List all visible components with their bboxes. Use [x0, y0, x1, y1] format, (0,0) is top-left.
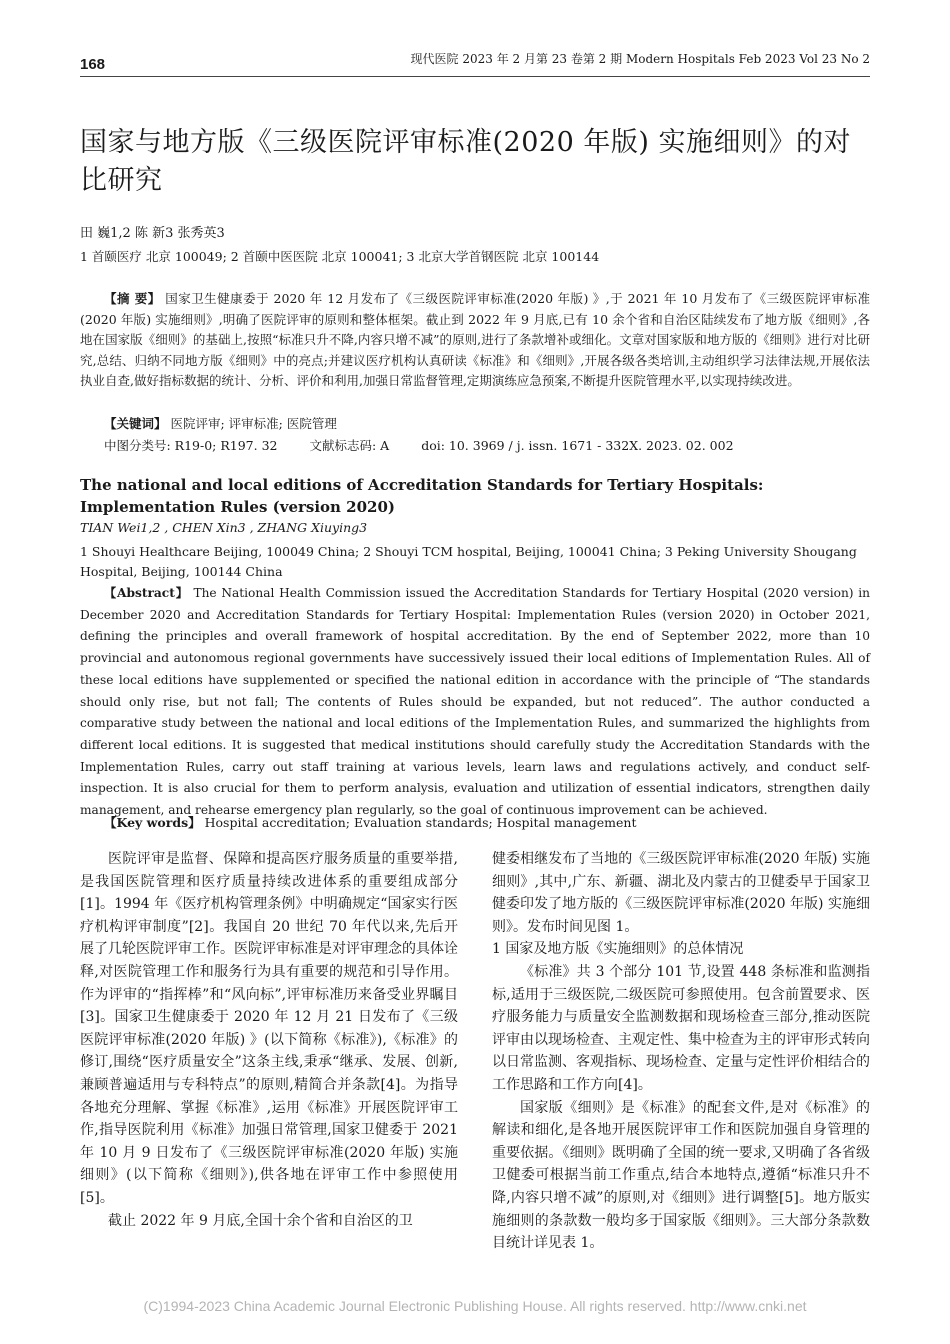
- abstract-chinese: [80, 289, 870, 392]
- doi[interactable]: doi: 10. 3969 / j. issn. 1671 - 332X. 2023. 02. 002: [421, 438, 734, 453]
- body-paragraph: 医院评审是监督、保障和提高医疗服务质量的重要举措,是我国医院管理和医疗质量持续改进体系的重要组成部分[1]。1994 年《医疗机构管理条例》中明确规定“国家实行医疗机构评审制度”[2]。我国自 20 世纪 70 年代以来,先后开展了几轮医院评审工作。医院评审标准是对评审理念的具体诠释,对医院管理工作和服务行为具有重要的规范和引导作用。作为评审的“指挥棒”和“风向标”,评审标准历来备受业界瞩目[3]。国家卫生健康委于 2020 年 12 月 21 日发布了《三级医院评审标准(2020 年版) 》(以下简称《标准》),《标准》的修订,围绕“医疗质量安全”这条主线,秉承“继承、发展、创新,兼顾普遍适用与专科特点”的原则,精简合并条款[4]。为指导各地充分理解、掌握《标准》,运用《标准》开展医院评审工作,指导医院利用《标准》加强日常管理,国家卫健委于 2021 年 10 月 9 日发布了《三级医院评审标准(2020 年版) 实施细则》(以下简称《细则》),供各地在评审工作中参照使用[5]。: [80, 851, 458, 1206]
- document-code: 文献标志码: A: [309, 438, 390, 453]
- footer-copyright-watermark: (C)1994-2023 China Academic Journal Electronic Publishing House. All rights reserved. http://www.cnki.net: [143, 1298, 807, 1314]
- title-english: The national and local editions of Accreditation Standards for Tertiary Hospitals: Implementation Rules (version 2020): [80, 476, 764, 516]
- keywords-english: [104, 813, 636, 831]
- abstract-text-english: The National Health Commission issued the Accreditation Standards for Tertiary Hospital (2020 version) in December 2020 and Accreditation Standards for Tertiary Hospital: Implementation Rules (version 2020) in October 2021, defining the principles and overall framework of hospital accreditation. By the end of September 2022, more than 10 provincial and autonomous regional governments have successively issued their local editions of Implementation Rules. All of these local editions have supplemented or specified the national edition in accordance with the principle of “The standards should only rise, but not fall; The contents of Rules should be expanded, but not reduced”. The author conducted a comparative study between the national and local editions of the Implementation Rules, and summarized the highlights from different local editions. It is suggested that medical institutions should carefully study the Accreditation Standards with the Implementation Rules, carry out staff training at various levels, learn laws and regulations actively, and conduct self-inspection. It is also crucial for them to perform analysis, evaluation and utilization of essential indicators, strengthen daily management, and rehearse emergency plan regularly, so the goal of continuous improvement can be achieved.: [80, 586, 870, 818]
- abstract-text-chinese: 国家卫生健康委于 2020 年 12 月发布了《三级医院评审标准(2020 年版) 》,于 2021 年 10 月发布了《三级医院评审标准(2020 年版) 实施细则》,明确了医院评审的原则和整体框架。截止到 2022 年 9 月底,已有 10 余个省和自治区陆续发布了地方版《细则》,各地在国家版《细则》的基础上,按照“标准只升不降,内容只增不减”的原则,进行了条款增补或细化。文章对国家版和地方版的《细则》进行对比研究,总结、归纳不同地方版《细则》中的亮点;并建议医疗机构认真研读《标准》和《细则》,开展各级各类培训,主动组织学习法律法规,开展依法执业自查,做好指标数据的统计、分析、评价和利用,加强日常监督管理,定期演练应急预案,不断提升医院管理水平,以实现持续改进。: [80, 291, 870, 388]
- keywords-text-chinese: 医院评审; 评审标准; 医院管理: [170, 416, 337, 431]
- abstract-english: [80, 583, 870, 822]
- keywords-text-english: Hospital accreditation; Evaluation standards; Hospital management: [204, 815, 637, 830]
- body-column-right: [492, 848, 870, 1255]
- keywords-label-english: 【Key words】: [104, 815, 201, 830]
- title-chinese: 国家与地方版《三级医院评审标准(2020 年版) 实施细则》的对比研究: [80, 127, 851, 196]
- authors-chinese: 田 巍1,2 陈 新3 张秀英3: [80, 226, 225, 241]
- header-rule: [80, 76, 870, 77]
- section-heading: 1 国家及地方版《实施细则》的总体情况: [492, 941, 744, 958]
- abstract-label-chinese: 【摘 要】: [104, 291, 161, 306]
- body-column-left: [80, 848, 458, 1232]
- body-paragraph: 国家版《细则》是《标准》的配套文件,是对《标准》的解读和细化,是各地开展医院评审工作和医院加强自身管理的重要依据。《细则》既明确了全国的统一要求,又明确了各省级卫健委可根据当前工作重点,结合本地特点,遵循“标准只升不降,内容只增不减”的原则,对《细则》进行调整[5]。地方版实施细则的条款数一般均多于国家版《细则》。三大部分条款数目统计详见表 1。: [492, 1099, 870, 1252]
- affiliation-chinese: 1 首颐医疗 北京 100049; 2 首颐中医医院 北京 100041; 3 北京大学首钢医院 北京 100144: [80, 249, 600, 264]
- body-paragraph: 截止 2022 年 9 月底,全国十余个省和自治区的卫: [108, 1212, 413, 1229]
- clc-number: 中图分类号: R19-0; R197. 32: [104, 438, 278, 453]
- body-paragraph: 《标准》共 3 个部分 101 节,设置 448 条标准和监测指标,适用于三级医院,二级医院可参照使用。包含前置要求、医疗服务能力与质量安全监测数据和现场检查三部分,推动医院评审由以现场检查、主观定性、集中检查为主的评审形式转向以日常监测、客观指标、现场检查、定量与定性评价相结合的工作思路和工作方向[4]。: [492, 963, 870, 1093]
- body-paragraph-continued: 健委相继发布了当地的《三级医院评审标准(2020 年版) 实施细则》,其中,广东、新疆、湖北及内蒙古的卫健委早于国家卫健委印发了地方版的《三级医院评审标准(2020 年版) 实施细则》。发布时间见图 1。: [492, 851, 870, 935]
- running-header: 现代医院 2023 年 2 月第 23 卷第 2 期 Modern Hospitals Feb 2023 Vol 23 No 2: [410, 52, 870, 66]
- keywords-label-chinese: 【关键词】: [104, 416, 167, 431]
- page-number: 168: [80, 56, 106, 73]
- keywords-chinese: [104, 414, 337, 432]
- authors-english: TIAN Wei1,2 , CHEN Xin3 , ZHANG Xiuying3: [80, 520, 368, 535]
- affiliation-english: 1 Shouyi Healthcare Beijing, 100049 China; 2 Shouyi TCM hospital, Beijing, 100041 China; 3 Peking University Shougang Hospital, Beijing, 100144 China: [80, 544, 857, 579]
- classification-line: [104, 436, 762, 454]
- abstract-label-english: 【Abstract】: [104, 586, 189, 600]
